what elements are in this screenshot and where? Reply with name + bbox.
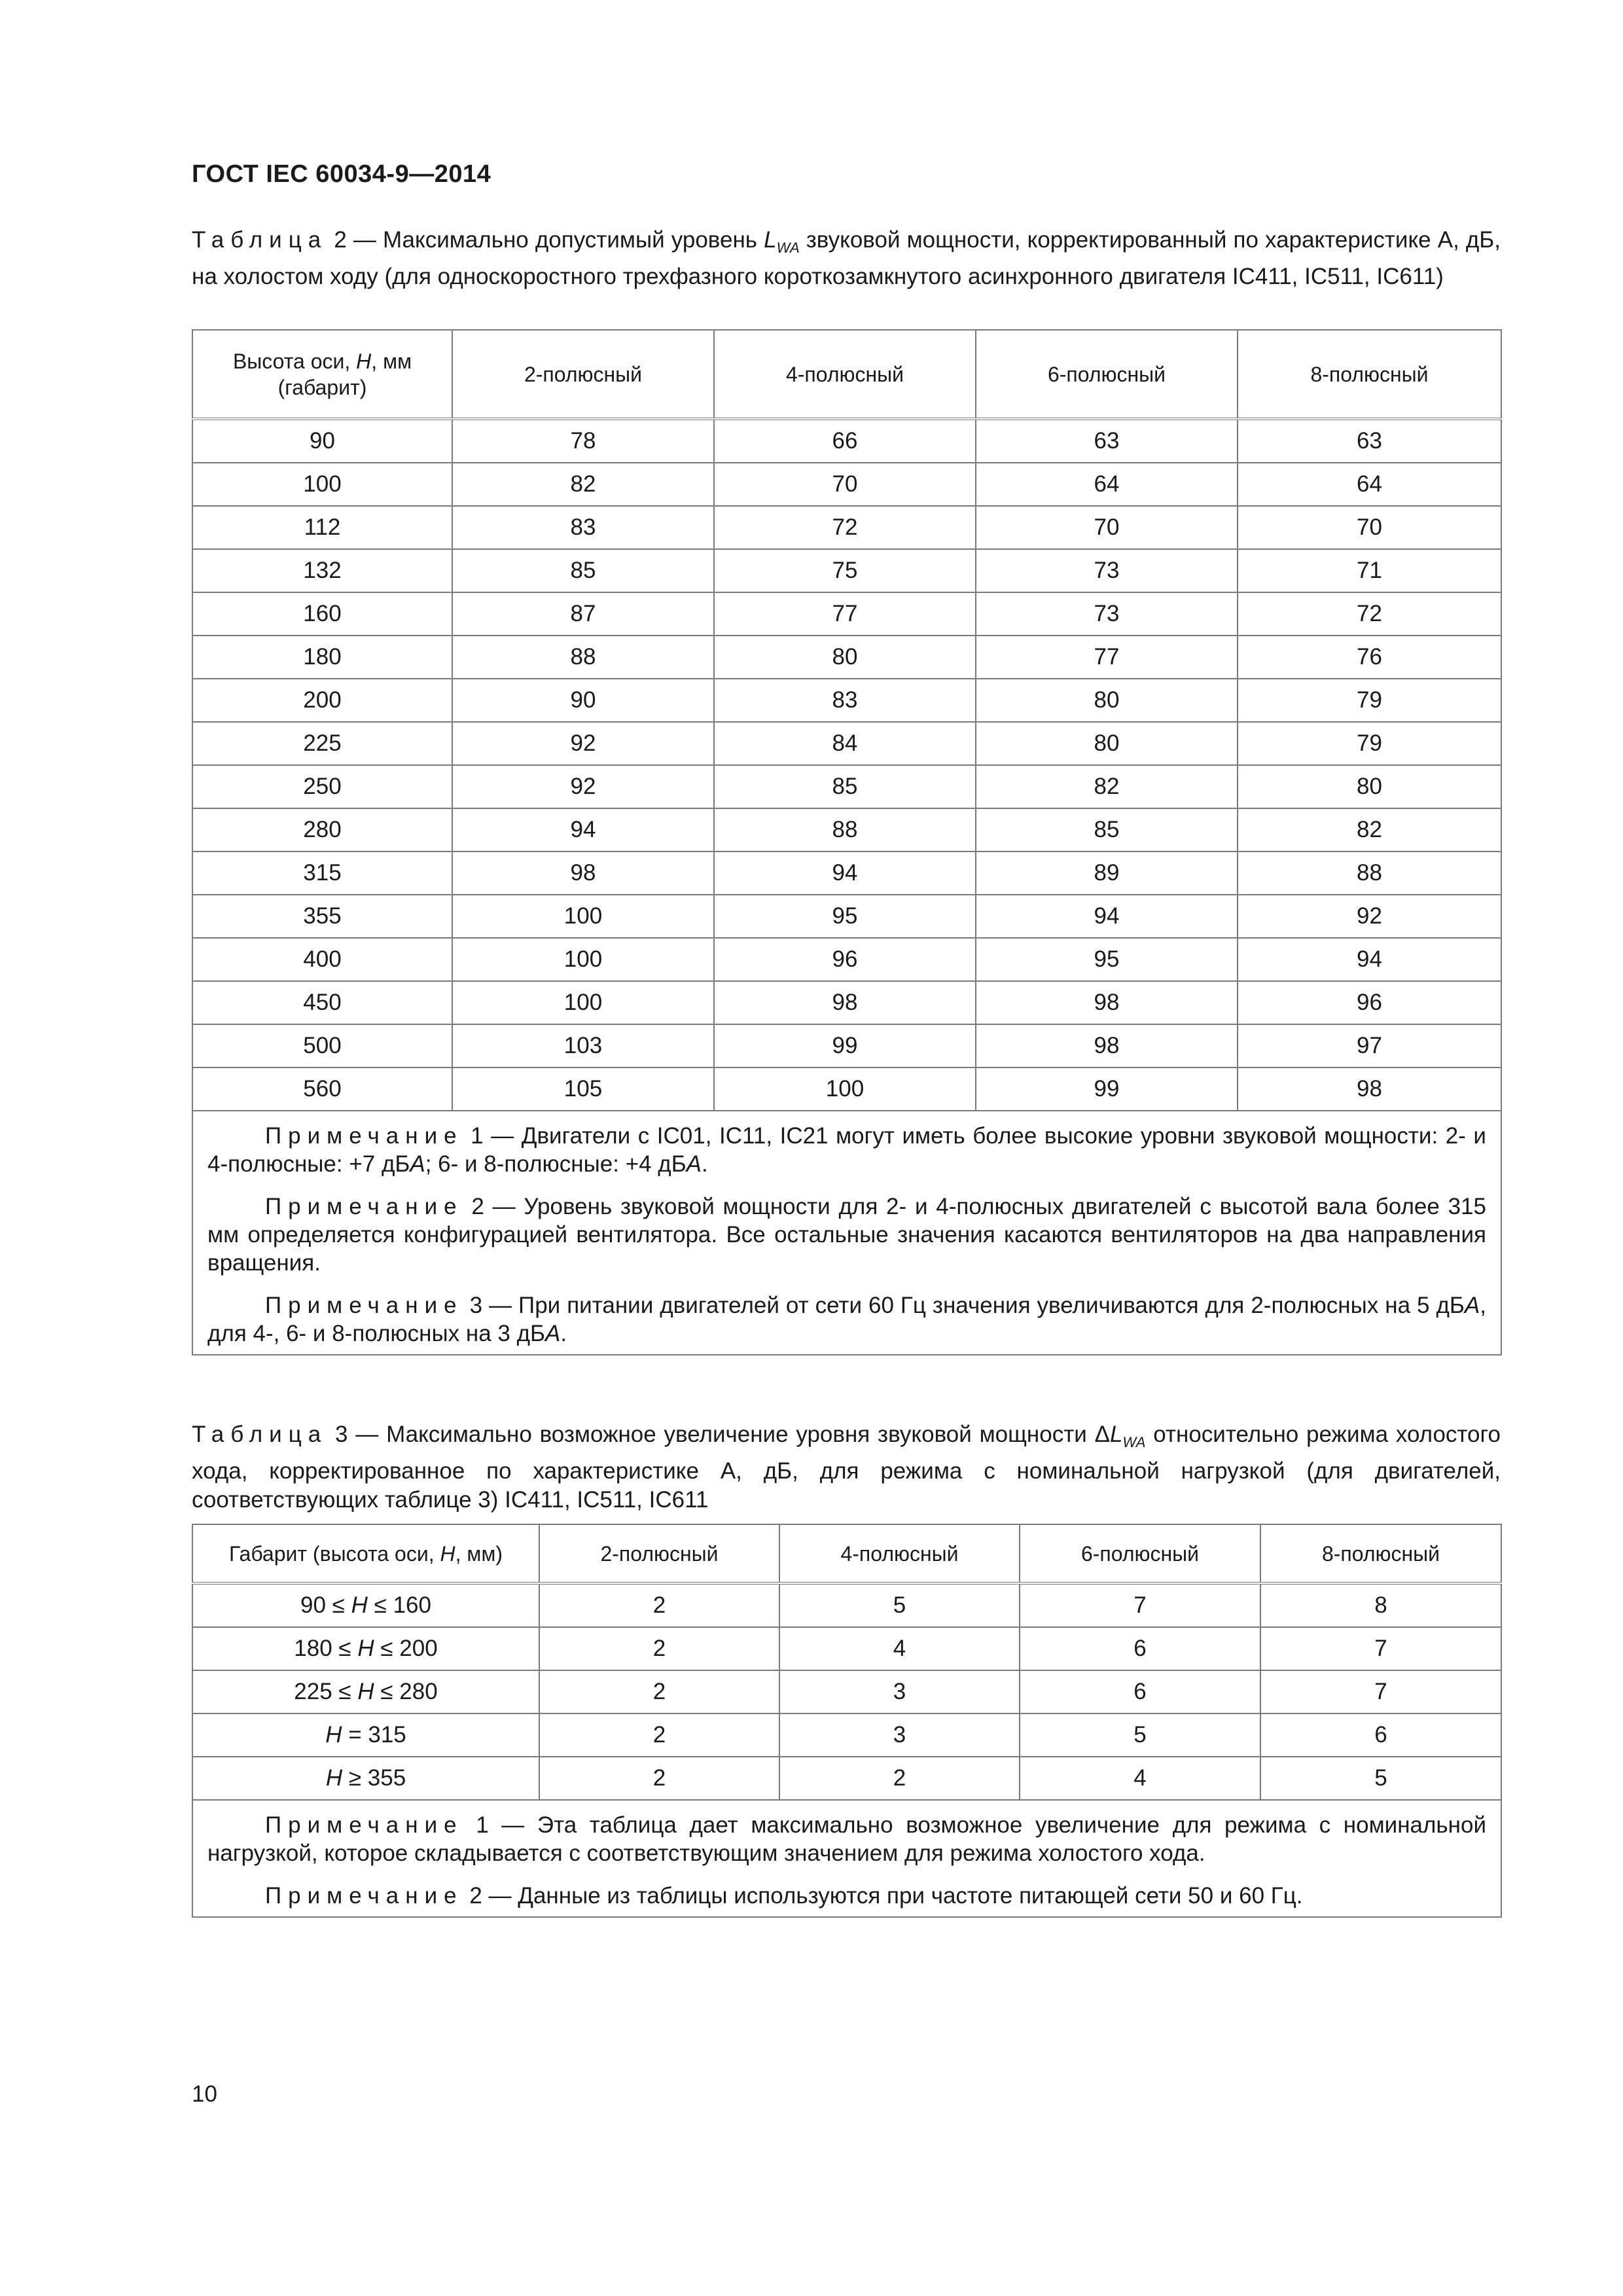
table-cell: 98 (452, 852, 714, 895)
table-cell: 99 (976, 1067, 1238, 1111)
table-cell: 83 (452, 506, 714, 549)
table-cell: 6 (1020, 1627, 1260, 1670)
range-var: H (357, 1679, 374, 1704)
table-cell: 95 (714, 895, 976, 938)
range-var: H (357, 1636, 374, 1661)
table-cell (192, 1757, 539, 1800)
table-cell: 99 (714, 1024, 976, 1067)
table-cell: 70 (976, 506, 1238, 549)
table-cell: 100 (192, 463, 452, 506)
table3-col-8pole: 8-полюсный (1260, 1524, 1501, 1583)
page-number: 10 (192, 2081, 217, 2107)
table-row (192, 1757, 1501, 1800)
table-cell: 73 (976, 549, 1238, 592)
table3-note-1 (207, 1811, 1486, 1867)
table-cell: 100 (452, 981, 714, 1024)
table-cell: 75 (714, 549, 976, 592)
table-row (192, 419, 1501, 463)
table-cell: 315 (192, 852, 452, 895)
table2 (192, 329, 1502, 1355)
table-cell: 6 (1020, 1670, 1260, 1713)
table-cell: 76 (1238, 636, 1501, 679)
table-row (192, 1024, 1501, 1067)
table-cell: 64 (1238, 463, 1501, 506)
table-cell: 87 (452, 592, 714, 636)
note-text: . (702, 1151, 708, 1177)
table-cell: 4 (779, 1627, 1020, 1670)
table-cell: 83 (714, 679, 976, 722)
table-cell: 98 (714, 981, 976, 1024)
table-cell: 85 (452, 549, 714, 592)
note-text-italic: A (410, 1151, 425, 1177)
table-cell: 80 (976, 722, 1238, 765)
note-text-italic: A (1464, 1293, 1480, 1318)
table3-col-4pole: 4-полюсный (779, 1524, 1020, 1583)
table-cell: 250 (192, 765, 452, 808)
range-var: H (325, 1722, 342, 1748)
table-cell: 85 (976, 808, 1238, 852)
table3-caption-symbol-sub: WA (1122, 1434, 1146, 1450)
table-cell: 100 (452, 895, 714, 938)
table2-caption-text-a: — Максимально допустимый уровень (346, 227, 764, 253)
range-text: ≥ 355 (342, 1765, 406, 1791)
table-cell: 94 (452, 808, 714, 852)
table-cell: 94 (976, 895, 1238, 938)
table-cell: 72 (1238, 592, 1501, 636)
table-cell: 103 (452, 1024, 714, 1067)
table-cell: 80 (976, 679, 1238, 722)
table2-notes-row (192, 1111, 1501, 1355)
range-text: 90 ≤ (300, 1592, 351, 1618)
table-cell: 2 (779, 1757, 1020, 1800)
note-text: — При питании двигателей от сети 60 Гц значения увеличиваются для 2-полюсных на 5 дБ (482, 1293, 1465, 1318)
table-cell: 2 (539, 1757, 779, 1800)
table3-caption-label: Таблица (192, 1422, 328, 1447)
note-number: 1 (471, 1123, 484, 1149)
table-cell: 95 (976, 938, 1238, 981)
table-row (192, 981, 1501, 1024)
table-cell (192, 1583, 539, 1627)
range-text: 225 ≤ (294, 1679, 358, 1704)
table-cell: 3 (779, 1670, 1020, 1713)
table2-note-3 (207, 1291, 1486, 1348)
note-label: Примечание (265, 1194, 463, 1219)
table-cell: 400 (192, 938, 452, 981)
table-cell: 94 (714, 852, 976, 895)
table-cell: 8 (1260, 1583, 1501, 1627)
table-cell: 92 (452, 765, 714, 808)
range-text: ≤ 160 (367, 1592, 431, 1618)
table-cell: 5 (779, 1583, 1020, 1627)
table-row (192, 506, 1501, 549)
table3-notes-row (192, 1800, 1501, 1917)
table3-caption (192, 1420, 1501, 1515)
table-cell: 97 (1238, 1024, 1501, 1067)
table-row (192, 463, 1501, 506)
table2-col-axis-text-b: , мм (371, 349, 412, 373)
table-cell: 280 (192, 808, 452, 852)
table-row (192, 636, 1501, 679)
table2-col-axis-text-a: Высота оси, (232, 349, 357, 373)
table-cell: 64 (976, 463, 1238, 506)
range-text: ≤ 200 (374, 1636, 438, 1661)
table-cell: 5 (1020, 1713, 1260, 1757)
table-row (192, 1670, 1501, 1713)
table-cell: 2 (539, 1713, 779, 1757)
table3-col-size-text-b: , мм) (455, 1541, 503, 1566)
table-cell: 96 (714, 938, 976, 981)
note-text-italic: A (544, 1321, 561, 1346)
table-cell: 180 (192, 636, 452, 679)
note-label: Примечание (265, 1293, 463, 1318)
table-cell: 78 (452, 419, 714, 463)
table3-col-size-text-a: Габарит (высота оси, (228, 1541, 440, 1566)
table-cell: 7 (1260, 1670, 1501, 1713)
table-cell: 88 (1238, 852, 1501, 895)
table-cell: 7 (1260, 1627, 1501, 1670)
table3-caption-text-a: — Максимально возможное увеличение уровня звуковой мощности (348, 1422, 1095, 1447)
table-cell: 2 (539, 1627, 779, 1670)
table-cell: 4 (1020, 1757, 1260, 1800)
note-number: 2 (469, 1883, 482, 1909)
table-cell: 98 (1238, 1067, 1501, 1111)
table3-header-row (192, 1524, 1501, 1583)
table-cell: 70 (1238, 506, 1501, 549)
table-cell: 79 (1238, 679, 1501, 722)
note-text: — Данные из таблицы используются при частоте питающей сети 50 и 60 Гц. (482, 1883, 1303, 1909)
table-cell: 82 (452, 463, 714, 506)
table3-col-2pole: 2-полюсный (539, 1524, 779, 1583)
table-row (192, 549, 1501, 592)
table3-caption-text-b: относительно режима холостого хода, корректированное по характеристике А, дБ, для режима с номинальной нагрузкой (для двигателей, соответствующих таблице 3) IC411, IC511, IC611 (192, 1422, 1501, 1513)
table-cell: 160 (192, 592, 452, 636)
table-row (192, 765, 1501, 808)
table-cell: 89 (976, 852, 1238, 895)
table2-col-axis-height (192, 330, 452, 419)
table-cell: 90 (452, 679, 714, 722)
table3-note-2 (207, 1882, 1486, 1910)
table-cell: 450 (192, 981, 452, 1024)
range-text: ≤ 280 (374, 1679, 438, 1704)
table-row (192, 808, 1501, 852)
table2-col-2pole: 2-полюсный (452, 330, 714, 419)
table-row (192, 1627, 1501, 1670)
table-cell: 84 (714, 722, 976, 765)
range-text: = 315 (342, 1722, 406, 1748)
table-cell: 66 (714, 419, 976, 463)
table-cell: 2 (539, 1670, 779, 1713)
table-cell: 82 (976, 765, 1238, 808)
table2-caption-symbol: L (764, 227, 777, 253)
table3-caption-symbol: L (1109, 1422, 1123, 1447)
note-text: . (560, 1321, 567, 1346)
table-cell: 105 (452, 1067, 714, 1111)
table-cell: 88 (714, 808, 976, 852)
table-cell: 7 (1020, 1583, 1260, 1627)
note-text: , для 4-, 6- и 8-полюсных на 3 дБ (207, 1293, 1486, 1346)
note-number: 3 (469, 1293, 483, 1318)
table-cell: 3 (779, 1713, 1020, 1757)
table-row (192, 938, 1501, 981)
table-cell: 77 (976, 636, 1238, 679)
table-cell: 77 (714, 592, 976, 636)
table-cell: 85 (714, 765, 976, 808)
table-cell: 355 (192, 895, 452, 938)
table-cell: 98 (976, 1024, 1238, 1067)
table-row (192, 1067, 1501, 1111)
table-cell: 90 (192, 419, 452, 463)
table-cell: 2 (539, 1583, 779, 1627)
range-text: 180 ≤ (294, 1636, 358, 1661)
table2-note-2 (207, 1193, 1486, 1277)
table2-caption-text-b: звуковой мощности, корректированный по характеристике А, дБ, на холостом ходу (для односкоростного трехфазного короткозамкнутого асинхронного двигателя IC411, IC511, IC611) (192, 227, 1501, 289)
table2-note-1 (207, 1122, 1486, 1178)
table-cell: 92 (452, 722, 714, 765)
note-text-italic: A (686, 1151, 702, 1177)
table-cell: 132 (192, 549, 452, 592)
table2-col-axis-var: H (356, 349, 372, 373)
table-row (192, 852, 1501, 895)
note-text: — Эта таблица дает максимально возможное увеличение для режима с номинальной нагрузкой, которое складывается с соответствующим значением для режима холостого хода. (207, 1812, 1486, 1866)
table-cell: 100 (714, 1067, 976, 1111)
table-cell: 200 (192, 679, 452, 722)
note-label: Примечание (265, 1812, 463, 1838)
table2-caption-label: Таблица (192, 227, 328, 253)
table3-caption-number: 3 (335, 1422, 348, 1447)
table-cell: 73 (976, 592, 1238, 636)
table-cell: 92 (1238, 895, 1501, 938)
table2-col-6pole: 6-полюсный (976, 330, 1238, 419)
note-number: 1 (476, 1812, 489, 1838)
table3-col-size (192, 1524, 539, 1583)
table-cell (192, 1627, 539, 1670)
table2-notes (192, 1111, 1501, 1355)
range-var: H (351, 1592, 368, 1618)
table-cell: 112 (192, 506, 452, 549)
document-header: ГОСТ IEC 60034-9—2014 (192, 160, 491, 188)
note-label: Примечание (265, 1883, 463, 1909)
table-row (192, 679, 1501, 722)
table-cell (192, 1670, 539, 1713)
table-cell: 500 (192, 1024, 452, 1067)
table3-col-6pole: 6-полюсный (1020, 1524, 1260, 1583)
note-text: — Уровень звуковой мощности для 2- и 4-полюсных двигателей с высотой вала более 315 мм определяется конфигурацией вентилятора. Все остальные значения касаются вентиляторов на два направления вращения. (207, 1194, 1486, 1276)
table2-col-axis-gabarit: (габарит) (277, 375, 367, 399)
table3-col-size-var: H (440, 1541, 455, 1566)
table3-notes (192, 1800, 1501, 1917)
table-cell: 6 (1260, 1713, 1501, 1757)
table-cell: 70 (714, 463, 976, 506)
table-cell: 80 (714, 636, 976, 679)
table-cell: 100 (452, 938, 714, 981)
table2-header-row (192, 330, 1501, 419)
table2-caption (192, 226, 1501, 291)
range-var: H (325, 1765, 343, 1791)
table-cell: 88 (452, 636, 714, 679)
table-cell: 5 (1260, 1757, 1501, 1800)
note-label: Примечание (265, 1123, 463, 1149)
table3-caption-delta: Δ (1094, 1422, 1110, 1447)
table-cell: 63 (976, 419, 1238, 463)
table-cell: 80 (1238, 765, 1501, 808)
table-row (192, 722, 1501, 765)
table2-caption-symbol-sub: WA (776, 240, 800, 256)
note-text: ; 6- и 8-полюсные: +4 дБ (425, 1151, 687, 1177)
table-cell: 71 (1238, 549, 1501, 592)
table2-caption-number: 2 (334, 227, 347, 253)
table-cell: 94 (1238, 938, 1501, 981)
table2-col-4pole: 4-полюсный (714, 330, 976, 419)
table-cell: 560 (192, 1067, 452, 1111)
table-cell: 82 (1238, 808, 1501, 852)
table-row (192, 1583, 1501, 1627)
table-cell: 63 (1238, 419, 1501, 463)
table2-col-8pole: 8-полюсный (1238, 330, 1501, 419)
table-row (192, 592, 1501, 636)
table-row (192, 1713, 1501, 1757)
table-cell: 79 (1238, 722, 1501, 765)
table-cell: 72 (714, 506, 976, 549)
table-cell: 225 (192, 722, 452, 765)
table-cell: 98 (976, 981, 1238, 1024)
note-text: — Двигатели с IC01, IC11, IC21 могут иметь более высокие уровни звуковой мощности: 2- и 4-полюсные: +7 дБ (207, 1123, 1486, 1177)
table-cell (192, 1713, 539, 1757)
table3 (192, 1524, 1502, 1918)
table-cell: 96 (1238, 981, 1501, 1024)
note-number: 2 (471, 1194, 484, 1219)
table-row (192, 895, 1501, 938)
